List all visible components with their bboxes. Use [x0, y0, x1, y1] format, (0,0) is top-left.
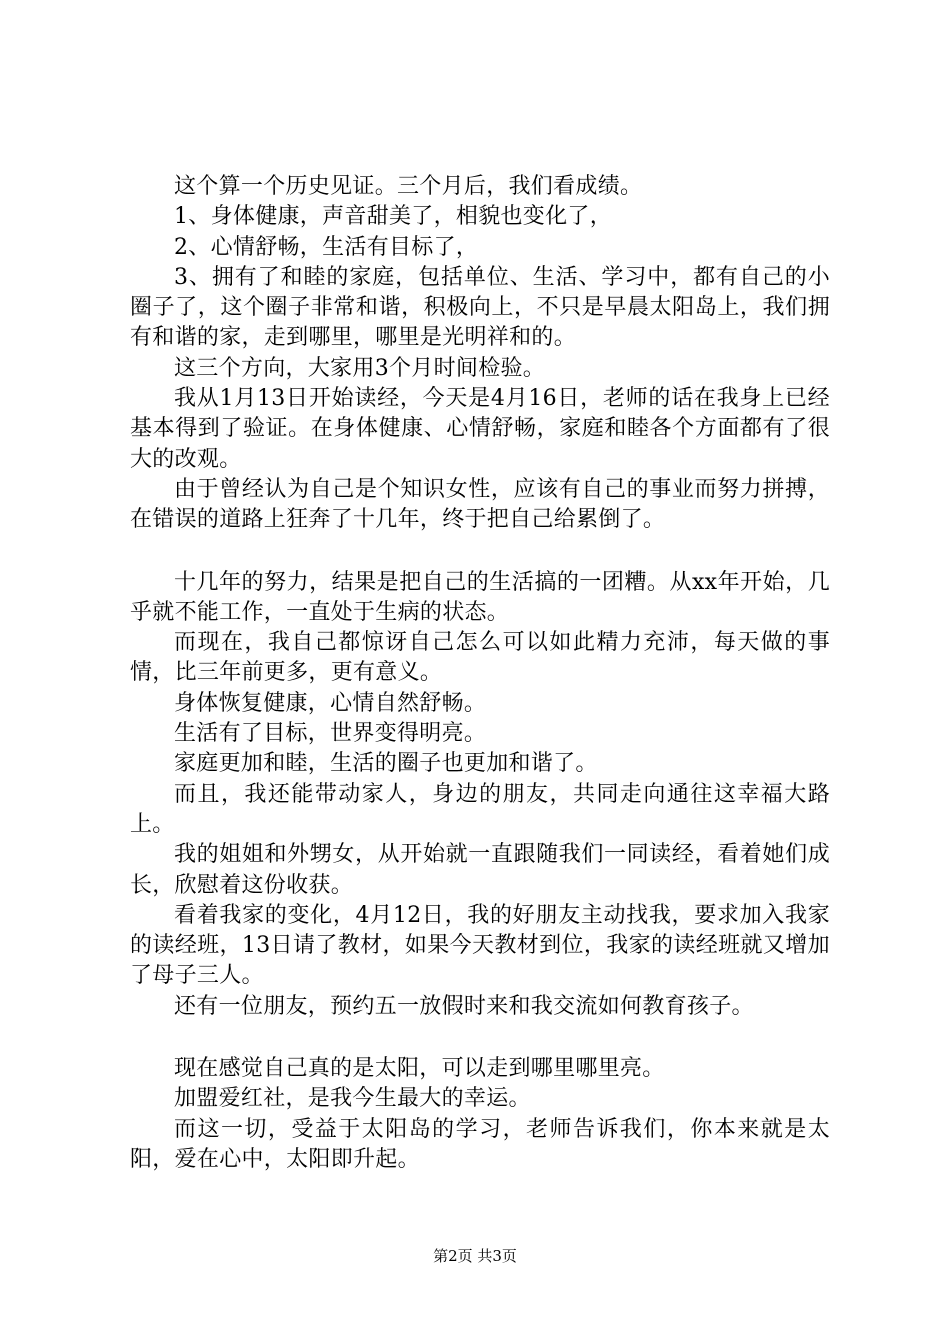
paragraph-7: 由于曾经认为自己是个知识女性，应该有自己的事业而努力拼搏，在错误的道路上狂奔了十几年，终于把自己给累倒了。: [130, 476, 830, 533]
paragraph-14: 我的姐姐和外甥女，从开始就一直跟随我们一同读经，看着她们成长，欣慰着这份收获。: [130, 842, 830, 898]
paragraph-2: 1、身体健康，声音甜美了，相貌也变化了，: [174, 204, 612, 230]
paragraph-19: 而这一切，受益于太阳岛的学习，老师告诉我们，你本来就是太阳，爱在心中，太阳即升起。: [130, 1116, 830, 1172]
paragraph-17: 现在感觉自己真的是太阳，可以走到哪里哪里亮。: [174, 1056, 665, 1082]
page-number-label: 第2页 共3页: [433, 1247, 517, 1265]
paragraph-6: 我从1月13日开始读经，今天是4月16日，老师的话在我身上已经基本得到了验证。在身体健康、心情舒畅，家庭和睦各个方面都有了很大的改观。: [130, 386, 830, 472]
page-footer: [0, 1246, 950, 1266]
paragraph-5: 这三个方向，大家用3个月时间检验。: [174, 355, 546, 381]
paragraph-8: 十几年的努力，结果是把自己的生活搞的一团糟。从xx年开始，几乎就不能工作，一直处于生病的状态。: [130, 569, 830, 625]
paragraph-1: 这个算一个历史见证。三个月后，我们看成绩。: [174, 174, 643, 199]
paragraph-4: 3、拥有了和睦的家庭，包括单位、生活、学习中，都有自己的小圈子了，这个圈子非常和谐，积极向上，不只是早晨太阳岛上，我们拥有和谐的家，走到哪里，哪里是光明祥和的。: [130, 264, 830, 351]
paragraph-16: 还有一位朋友，预约五一放假时来和我交流如何教育孩子。: [174, 993, 754, 1019]
document-body: [130, 172, 830, 1175]
paragraph-13: 而且，我还能带动家人，身边的朋友，共同走向通往这幸福大路上。: [130, 781, 830, 837]
paragraph-3: 2、心情舒畅，生活有目标了，: [174, 234, 479, 260]
paragraph-15: 看着我家的变化，4月12日，我的好朋友主动找我，要求加入我家的读经班，13日请了教材，如果今天教材到位，我家的读经班就又增加了母子三人。: [130, 902, 830, 989]
paragraph-9: 而现在，我自己都惊讶自己怎么可以如此精力充沛，每天做的事情，比三年前更多，更有意义。: [130, 630, 830, 686]
paragraph-11: 生活有了目标，世界变得明亮。: [174, 721, 487, 747]
paragraph-18: 加盟爱红社，是我今生最大的幸运。: [174, 1086, 531, 1112]
paragraph-12: 家庭更加和睦，生活的圈子也更加和谐了。: [174, 751, 598, 777]
paragraph-gap: [130, 1022, 830, 1054]
paragraph-gap: [130, 536, 830, 568]
paragraph-10: 身体恢复健康，心情自然舒畅。: [174, 690, 487, 716]
